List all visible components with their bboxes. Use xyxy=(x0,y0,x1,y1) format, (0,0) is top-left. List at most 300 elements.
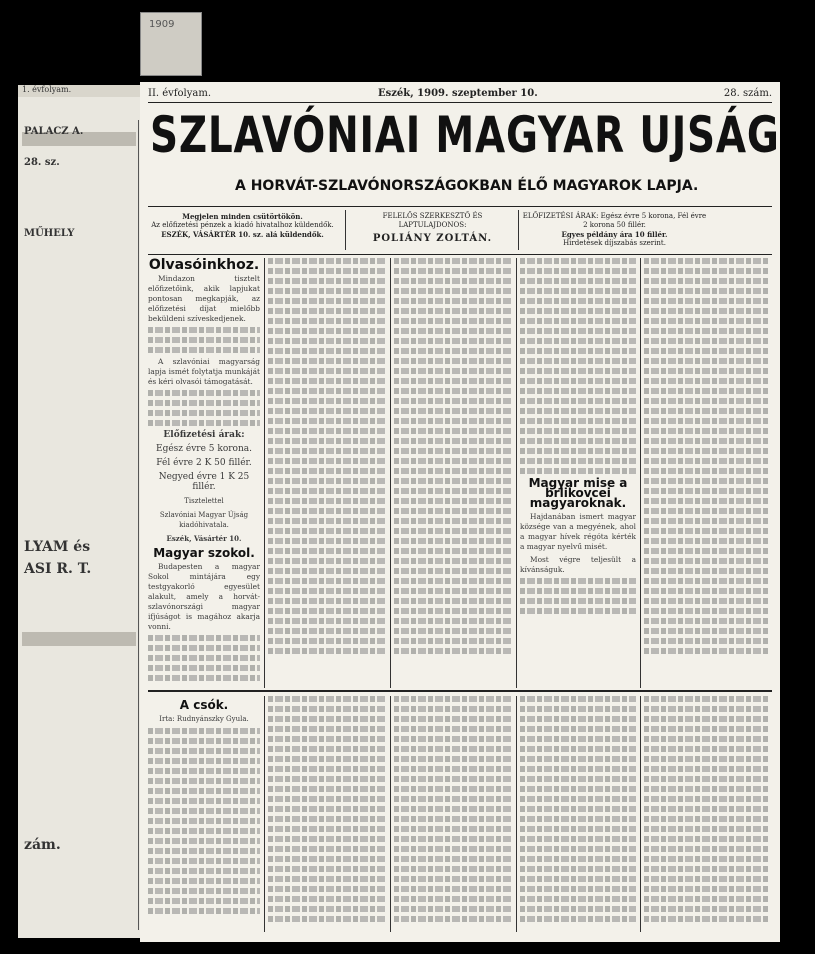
price-line: Fél évre 2 K 50 fillér. xyxy=(156,458,252,468)
text-line xyxy=(644,268,770,274)
text-line xyxy=(644,806,770,812)
text-line xyxy=(644,618,770,624)
text-line xyxy=(394,706,512,712)
feuilleton-column xyxy=(148,696,260,932)
text-line xyxy=(394,598,512,604)
column-separator xyxy=(390,696,391,932)
text-line xyxy=(644,786,770,792)
text-line xyxy=(644,598,770,604)
text-line xyxy=(394,746,512,752)
text-line xyxy=(394,288,512,294)
text-line xyxy=(268,318,386,324)
text-line xyxy=(148,738,260,744)
column-1 xyxy=(148,258,260,688)
text-line xyxy=(268,358,386,364)
text-line xyxy=(520,438,636,444)
text-line xyxy=(268,388,386,394)
text-line xyxy=(394,418,512,424)
text-line xyxy=(148,347,260,353)
text-line xyxy=(644,896,770,902)
text-line xyxy=(520,468,636,474)
text-line xyxy=(148,798,260,804)
feuilleton-column xyxy=(520,696,636,932)
single-copy-price: Egyes példány ára 10 fillér. xyxy=(561,230,668,239)
text-line xyxy=(520,696,636,702)
subscription-note: Az előfizetési pénzek a kiadó hivatalhoz küldendők. xyxy=(151,221,334,229)
text-line xyxy=(268,478,386,484)
text-line xyxy=(268,328,386,334)
text-line xyxy=(268,268,386,274)
text-line xyxy=(520,258,636,264)
text-line xyxy=(644,428,770,434)
text-line xyxy=(520,856,636,862)
text-line xyxy=(394,696,512,702)
text-line xyxy=(520,746,636,752)
text-line xyxy=(644,408,770,414)
text-line xyxy=(520,786,636,792)
editor-name: POLIÁNY ZOLTÁN. xyxy=(372,233,493,244)
feuilleton-rule xyxy=(148,690,772,692)
text-line xyxy=(394,438,512,444)
text-line xyxy=(644,568,770,574)
text-line xyxy=(394,298,512,304)
text-line xyxy=(644,726,770,732)
text-line xyxy=(394,726,512,732)
text-line xyxy=(148,410,260,416)
text-line xyxy=(268,736,386,742)
text-line xyxy=(268,896,386,902)
text-line xyxy=(268,806,386,812)
text-line xyxy=(394,538,512,544)
text-line xyxy=(394,736,512,742)
text-line xyxy=(268,348,386,354)
text-line xyxy=(394,916,512,922)
text-line xyxy=(268,258,386,264)
text-line xyxy=(520,706,636,712)
text-line xyxy=(268,448,386,454)
text-line xyxy=(644,628,770,634)
column-5 xyxy=(644,258,770,688)
text-line xyxy=(394,816,512,822)
text-line xyxy=(644,358,770,364)
under-page-ads xyxy=(18,120,139,930)
text-line xyxy=(644,518,770,524)
text-line xyxy=(520,268,636,274)
text-line xyxy=(394,716,512,722)
text-line xyxy=(520,866,636,872)
text-line xyxy=(268,578,386,584)
archive-tab xyxy=(140,12,202,76)
ad-fragment: MŰHELY xyxy=(24,228,75,239)
text-line xyxy=(394,806,512,812)
signature: Eszék, Vásártér 10. xyxy=(166,534,242,543)
text-line xyxy=(520,408,636,414)
text-line xyxy=(148,808,260,814)
text-line xyxy=(394,518,512,524)
text-line xyxy=(148,327,260,333)
text-line xyxy=(268,856,386,862)
text-line xyxy=(268,628,386,634)
text-line xyxy=(268,418,386,424)
text-line xyxy=(644,816,770,822)
text-line xyxy=(644,338,770,344)
text-line xyxy=(520,906,636,912)
text-line xyxy=(644,876,770,882)
text-line xyxy=(520,398,636,404)
text-line xyxy=(644,886,770,892)
text-line xyxy=(520,846,636,852)
text-line xyxy=(644,648,770,654)
text-line xyxy=(268,368,386,374)
text-line xyxy=(268,866,386,872)
text-line xyxy=(644,348,770,354)
text-line xyxy=(394,488,512,494)
text-line xyxy=(394,648,512,654)
column-separator xyxy=(516,258,517,688)
column-separator xyxy=(516,696,517,932)
text-line xyxy=(644,258,770,264)
text-line xyxy=(520,338,636,344)
text-line xyxy=(644,328,770,334)
article-title-magyar-szokol: Magyar szokol. xyxy=(153,546,255,560)
info-right xyxy=(522,212,707,248)
info-editor xyxy=(350,212,515,243)
signature: Tisztelettel xyxy=(184,497,224,505)
text-line xyxy=(644,588,770,594)
text-line xyxy=(644,866,770,872)
text-line xyxy=(644,488,770,494)
text-line xyxy=(268,528,386,534)
text-line xyxy=(148,420,260,426)
text-line xyxy=(394,786,512,792)
text-line xyxy=(520,726,636,732)
text-line xyxy=(520,578,636,584)
text-line xyxy=(644,418,770,424)
text-line xyxy=(644,826,770,832)
text-line xyxy=(268,706,386,712)
article-paragraph: Hajdanában ismert magyar községe van a megyének, ahol a magyar hívek régóta kérték a magyar nyelvű misét. xyxy=(520,512,636,551)
price-line: Egész évre 5 korona. xyxy=(156,444,252,454)
text-line xyxy=(644,776,770,782)
masthead-rule xyxy=(148,206,772,207)
text-line xyxy=(520,358,636,364)
text-line xyxy=(268,846,386,852)
text-line xyxy=(148,665,260,671)
text-line xyxy=(268,826,386,832)
text-line xyxy=(394,906,512,912)
text-line xyxy=(520,308,636,314)
text-line xyxy=(394,338,512,344)
text-line xyxy=(268,378,386,384)
text-line xyxy=(644,796,770,802)
text-line xyxy=(644,398,770,404)
text-line xyxy=(644,608,770,614)
text-line xyxy=(268,568,386,574)
text-line xyxy=(644,478,770,484)
text-line xyxy=(394,618,512,624)
text-line xyxy=(148,390,260,396)
text-line xyxy=(268,886,386,892)
column-separator xyxy=(264,258,265,688)
column-separator xyxy=(390,258,391,688)
article-paragraph: Mindazon tisztelt előfizetőink, akik lapjukat pontosan megkapják, az előfizetési díjat mielőbb beküldeni szíveskedjenek. xyxy=(148,274,260,323)
text-line xyxy=(644,746,770,752)
text-line xyxy=(394,876,512,882)
ad-fragment: LYAM és xyxy=(24,539,91,555)
under-page-label: 1. évfolyam. xyxy=(18,85,140,97)
text-line xyxy=(520,896,636,902)
text-line xyxy=(268,438,386,444)
text-line xyxy=(394,468,512,474)
newspaper-page xyxy=(140,82,780,942)
text-line xyxy=(394,348,512,354)
text-line xyxy=(520,816,636,822)
text-line xyxy=(148,655,260,661)
text-line xyxy=(520,348,636,354)
text-line xyxy=(268,608,386,614)
feuilleton-column xyxy=(644,696,770,932)
text-line xyxy=(268,558,386,564)
text-line xyxy=(520,776,636,782)
text-line xyxy=(148,818,260,824)
text-line xyxy=(644,378,770,384)
text-line xyxy=(394,258,512,264)
text-line xyxy=(520,916,636,922)
top-rule xyxy=(148,102,772,103)
text-line xyxy=(644,498,770,504)
text-line xyxy=(520,836,636,842)
text-line xyxy=(644,308,770,314)
text-line xyxy=(644,278,770,284)
text-line xyxy=(394,478,512,484)
text-line xyxy=(268,468,386,474)
text-line xyxy=(268,298,386,304)
ad-fragment: PALACZ A. xyxy=(24,126,84,137)
text-line xyxy=(394,388,512,394)
text-line xyxy=(148,888,260,894)
column-separator xyxy=(264,696,265,932)
text-line xyxy=(520,368,636,374)
text-line xyxy=(394,448,512,454)
text-line xyxy=(394,368,512,374)
text-line xyxy=(268,726,386,732)
ad-fragment: zám. xyxy=(24,837,61,853)
text-line xyxy=(394,458,512,464)
text-line xyxy=(394,528,512,534)
text-line xyxy=(268,598,386,604)
text-line xyxy=(644,906,770,912)
text-line xyxy=(644,716,770,722)
subscription-prices: ELŐFIZETÉSI ÁRAK: Egész évre 5 korona, Fél évre 2 korona 50 fillér. xyxy=(522,212,707,229)
text-line xyxy=(268,498,386,504)
text-line xyxy=(394,268,512,274)
text-line xyxy=(644,836,770,842)
text-line xyxy=(268,816,386,822)
text-line xyxy=(268,716,386,722)
archive-stamp: 1909 xyxy=(149,19,175,30)
text-line xyxy=(394,766,512,772)
text-line xyxy=(520,796,636,802)
text-line xyxy=(394,608,512,614)
text-line xyxy=(268,746,386,752)
text-line xyxy=(520,806,636,812)
text-line xyxy=(148,728,260,734)
text-line xyxy=(644,438,770,444)
text-line xyxy=(394,578,512,584)
text-line xyxy=(268,308,386,314)
text-line xyxy=(394,856,512,862)
text-line xyxy=(148,788,260,794)
text-line xyxy=(394,318,512,324)
text-line xyxy=(148,878,260,884)
feuilleton-column xyxy=(268,696,386,932)
text-line xyxy=(394,846,512,852)
text-line xyxy=(644,458,770,464)
text-line xyxy=(148,748,260,754)
text-line xyxy=(268,916,386,922)
text-line xyxy=(268,588,386,594)
text-line xyxy=(148,635,260,641)
text-line xyxy=(268,766,386,772)
publish-frequency: Megjelen minden csütörtökön. xyxy=(182,212,303,221)
text-line xyxy=(268,408,386,414)
text-line xyxy=(268,648,386,654)
text-line xyxy=(394,886,512,892)
text-line xyxy=(520,736,636,742)
text-line xyxy=(394,826,512,832)
text-line xyxy=(394,796,512,802)
text-line xyxy=(520,886,636,892)
text-line xyxy=(644,856,770,862)
byline: Irta: Rudnyánszky Gyula. xyxy=(159,715,249,723)
text-line xyxy=(520,318,636,324)
text-line xyxy=(268,548,386,554)
text-line xyxy=(644,766,770,772)
text-line xyxy=(268,338,386,344)
text-line xyxy=(520,378,636,384)
text-line xyxy=(394,308,512,314)
text-line xyxy=(520,588,636,594)
signature: Szlavóniai Magyar Újság kiadóhivatala. xyxy=(159,511,249,529)
text-line xyxy=(644,288,770,294)
text-line xyxy=(148,848,260,854)
article-paragraph: Most végre teljesült a kívánságuk. xyxy=(520,555,636,574)
text-line xyxy=(394,568,512,574)
column-separator xyxy=(640,258,641,688)
text-line xyxy=(394,836,512,842)
text-line xyxy=(148,898,260,904)
text-line xyxy=(268,796,386,802)
text-line xyxy=(268,508,386,514)
text-line xyxy=(394,896,512,902)
text-line xyxy=(268,876,386,882)
text-line xyxy=(644,696,770,702)
text-line xyxy=(394,756,512,762)
article-title-a-csok: A csók. xyxy=(179,698,229,712)
text-line xyxy=(520,418,636,424)
text-line xyxy=(394,398,512,404)
text-line xyxy=(394,428,512,434)
text-line xyxy=(394,278,512,284)
text-line xyxy=(268,398,386,404)
text-line xyxy=(394,358,512,364)
text-line xyxy=(268,776,386,782)
text-line xyxy=(268,786,386,792)
text-line xyxy=(148,838,260,844)
text-line xyxy=(644,538,770,544)
text-line xyxy=(268,906,386,912)
text-line xyxy=(644,558,770,564)
info-left xyxy=(150,212,335,239)
place-date: Eszék, 1909. szeptember 10. xyxy=(378,88,538,99)
text-line xyxy=(268,696,386,702)
text-line xyxy=(268,538,386,544)
text-line xyxy=(268,618,386,624)
text-line xyxy=(644,578,770,584)
info-separator xyxy=(345,210,346,250)
text-line xyxy=(148,868,260,874)
text-line xyxy=(268,836,386,842)
text-line xyxy=(520,278,636,284)
text-line xyxy=(394,548,512,554)
text-line xyxy=(644,528,770,534)
ad-fragment: ASI R. T. xyxy=(24,561,92,577)
text-line xyxy=(644,756,770,762)
text-line xyxy=(644,736,770,742)
text-line xyxy=(268,488,386,494)
text-line xyxy=(520,716,636,722)
text-line xyxy=(520,328,636,334)
article-title-magyar-mise: Magyar mise a brlikovcei magyaroknak. xyxy=(528,476,628,510)
article-paragraph: Budapesten a magyar Sokol mintájára egy testgyakorló egyesület alakult, amely a horvát-szlavónországi magyar ifjúságot is magához akarja vonni. xyxy=(148,562,260,631)
columns-rule xyxy=(148,254,772,255)
text-line xyxy=(268,518,386,524)
text-line xyxy=(520,458,636,464)
text-line xyxy=(520,598,636,604)
text-line xyxy=(148,828,260,834)
text-line xyxy=(268,458,386,464)
text-line xyxy=(520,876,636,882)
text-line xyxy=(148,400,260,406)
text-line xyxy=(394,378,512,384)
text-line xyxy=(148,758,260,764)
text-line xyxy=(394,558,512,564)
text-line xyxy=(268,756,386,762)
feuilleton-column xyxy=(394,696,512,932)
text-line xyxy=(394,588,512,594)
text-line xyxy=(148,645,260,651)
text-line xyxy=(148,675,260,681)
article-paragraph: A szlavóniai magyarság lapja ismét folytatja munkáját és kéri olvasói támogatását. xyxy=(148,357,260,386)
text-line xyxy=(520,428,636,434)
newspaper-subtitle: A HORVÁT-SZLAVÓNORSZÁGOKBAN ÉLŐ MAGYAROK LAPJA. xyxy=(235,178,699,194)
issue-number: 28. szám. xyxy=(723,88,772,99)
text-line xyxy=(394,408,512,414)
column-separator xyxy=(640,696,641,932)
text-line xyxy=(148,337,260,343)
text-line xyxy=(394,776,512,782)
text-line xyxy=(644,916,770,922)
text-line xyxy=(644,298,770,304)
ad-rates: Hirdetések díjszabás szerint. xyxy=(563,239,666,247)
text-line xyxy=(644,846,770,852)
text-line xyxy=(644,318,770,324)
text-line xyxy=(268,638,386,644)
info-separator xyxy=(518,210,519,250)
text-line xyxy=(394,328,512,334)
volume-label: II. évfolyam. xyxy=(148,88,212,99)
article-title-olvasoinkhoz: Olvasóinkhoz. xyxy=(148,258,260,273)
